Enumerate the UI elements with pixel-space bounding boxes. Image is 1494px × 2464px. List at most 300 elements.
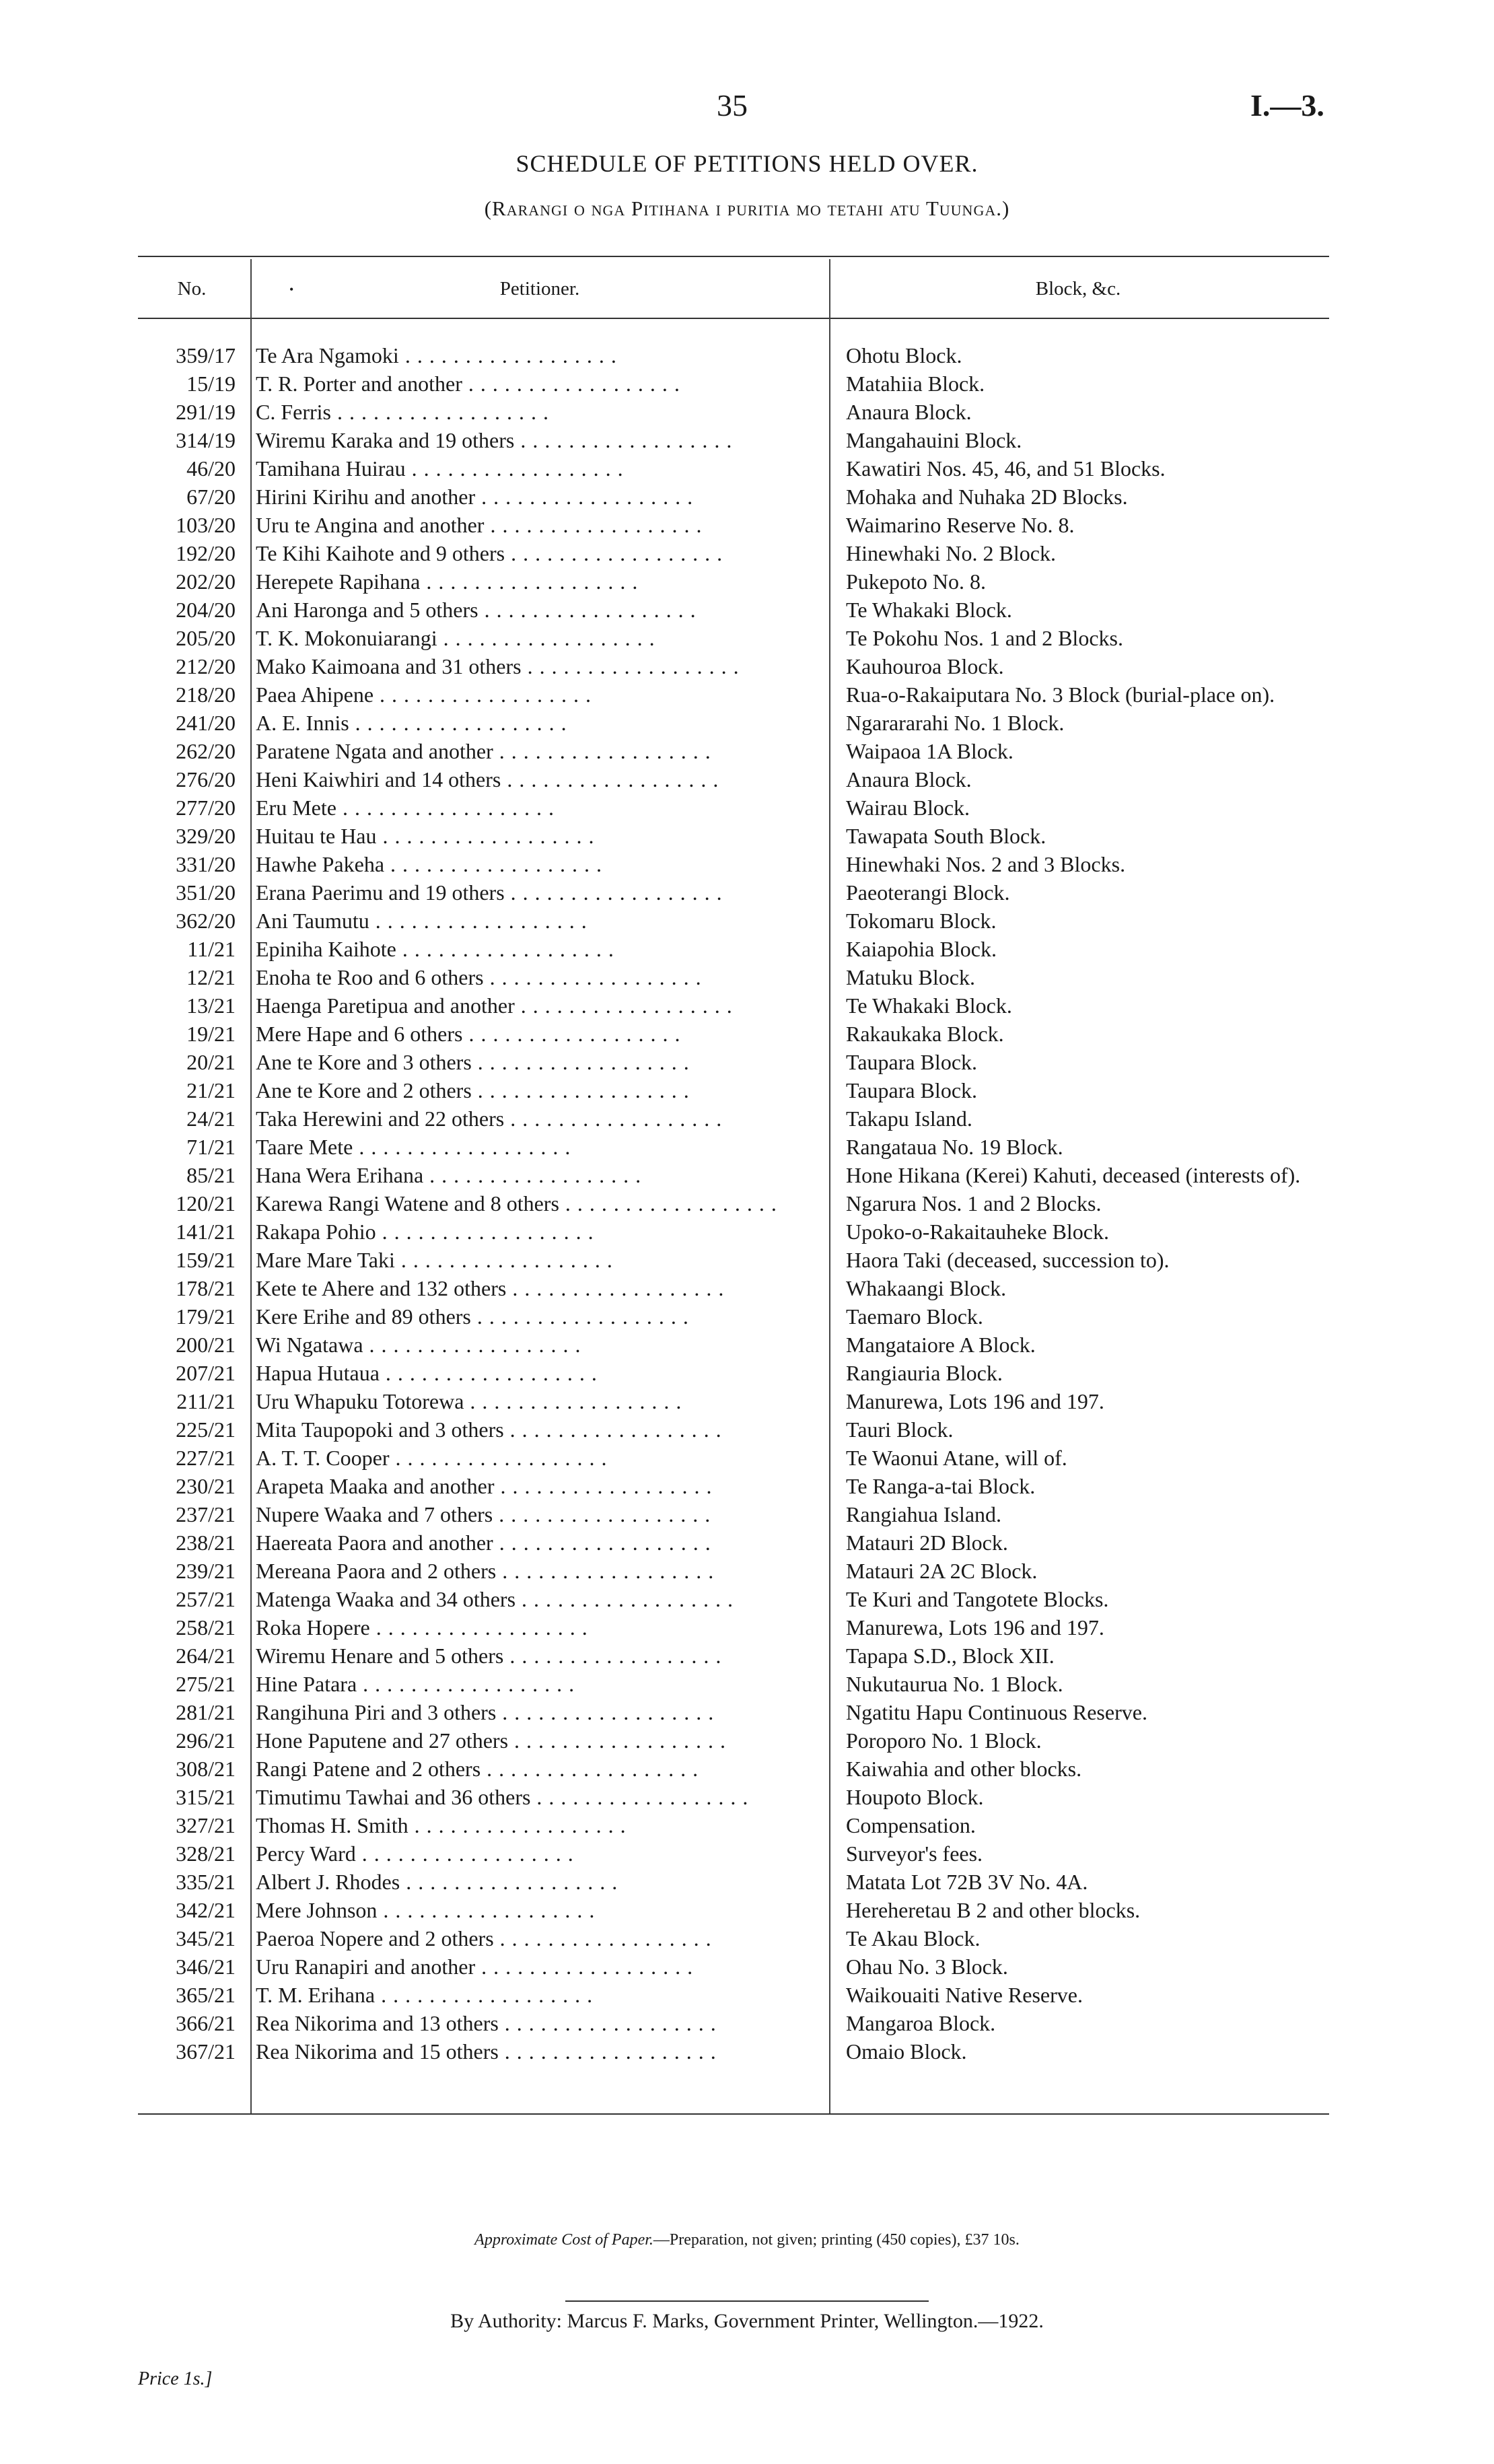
block-cell: Mangataiore A Block. bbox=[846, 1333, 1036, 1357]
dot-leaders: . . . . . . . . . . . . . . . . . . bbox=[514, 428, 733, 452]
block-cell: Matauri 2A 2C Block. bbox=[846, 1559, 1038, 1583]
petitioner-cell bbox=[256, 1755, 935, 1783]
petitioner-name: Ani Haronga and 5 others bbox=[256, 598, 478, 622]
block-cell: Kauhouroa Block. bbox=[846, 654, 1004, 678]
petitioner-cell bbox=[256, 1359, 935, 1387]
table-row bbox=[138, 596, 1329, 624]
column-header-block: Block, &c. bbox=[1035, 277, 1121, 300]
dot-leaders: . . . . . . . . . . . . . . . . . . bbox=[498, 2011, 717, 2035]
dot-leaders: . . . . . . . . . . . . . . . . . . bbox=[355, 1841, 574, 1866]
block-cell: Waipaoa 1A Block. bbox=[846, 739, 1013, 763]
petitioner-name: Herepete Rapihana bbox=[256, 569, 421, 594]
cost-text: —Preparation, not given; printing (450 copies), £37 10s. bbox=[653, 2231, 1020, 2249]
petition-number: 276/20 bbox=[176, 767, 236, 791]
block-cell: Hone Hikana (Kerei) Kahuti, deceased (interests of). bbox=[846, 1163, 1301, 1187]
petitioner-name: Paeroa Nopere and 2 others bbox=[256, 1926, 494, 1950]
petitioner-cell bbox=[256, 1133, 935, 1161]
dot-leaders: . . . . . . . . . . . . . . . . . . bbox=[514, 993, 733, 1018]
dot-leaders: . . . . . . . . . . . . . . . . . . bbox=[494, 1474, 713, 1498]
dot-leaders: . . . . . . . . . . . . . . . . . . bbox=[471, 1078, 690, 1102]
block-cell: Te Whakaki Block. bbox=[846, 993, 1012, 1018]
petitioner-cell bbox=[256, 1613, 935, 1642]
petitioner-name: Percy Ward bbox=[256, 1841, 356, 1866]
table-row bbox=[138, 1359, 1329, 1387]
page-number: 35 bbox=[717, 88, 748, 122]
petitioner-cell bbox=[256, 907, 935, 935]
petitioner-name: Hirini Kirihu and another bbox=[256, 485, 476, 509]
block-cell: Pukepoto No. 8. bbox=[846, 569, 986, 594]
dot-leaders: . . . . . . . . . . . . . . . . . . bbox=[369, 1615, 588, 1640]
petitioner-cell bbox=[256, 1726, 935, 1755]
petitioner-name: Te Kihi Kaihote and 9 others bbox=[256, 541, 505, 565]
dot-leaders: . . . . . . . . . . . . . . . . . . bbox=[462, 1022, 681, 1046]
petition-number: 85/21 bbox=[186, 1163, 236, 1187]
petition-number: 365/21 bbox=[176, 1983, 236, 2007]
petitioner-name: Matenga Waaka and 34 others bbox=[256, 1587, 516, 1611]
petition-number: 11/21 bbox=[187, 937, 236, 961]
petitioner-cell bbox=[256, 794, 935, 822]
table-row bbox=[138, 1726, 1329, 1755]
petition-number: 179/21 bbox=[176, 1304, 236, 1329]
block-cell: Taupara Block. bbox=[846, 1050, 978, 1074]
petition-number: 20/21 bbox=[186, 1050, 236, 1074]
dot-leaders: . . . . . . . . . . . . . . . . . . bbox=[349, 711, 567, 735]
petitioner-cell bbox=[256, 963, 935, 991]
block-cell: Kawatiri Nos. 45, 46, and 51 Blocks. bbox=[846, 456, 1166, 481]
petitioner-cell bbox=[256, 1981, 935, 2009]
dot-leaders: . . . . . . . . . . . . . . . . . . bbox=[369, 909, 588, 933]
petitioner-cell bbox=[256, 991, 935, 1020]
petitioner-name: Tamihana Huirau bbox=[256, 456, 406, 481]
petitioner-cell bbox=[256, 1642, 935, 1670]
petition-number: 103/20 bbox=[176, 513, 236, 537]
petitioner-name: Haenga Paretipua and another bbox=[256, 993, 515, 1018]
petitioner-cell bbox=[256, 398, 935, 426]
dot-leaders: . . . . . . . . . . . . . . . . . . bbox=[384, 852, 603, 876]
block-cell: Rangiauria Block. bbox=[846, 1361, 1003, 1385]
block-cell: Te Akau Block. bbox=[846, 1926, 981, 1950]
petition-number: 314/19 bbox=[176, 428, 236, 452]
dot-leaders: . . . . . . . . . . . . . . . . . . bbox=[353, 1135, 571, 1159]
petitioner-name: Huitau te Hau bbox=[256, 824, 377, 848]
petition-number: 331/20 bbox=[176, 852, 236, 876]
table-row bbox=[138, 483, 1329, 511]
dot-leaders: . . . . . . . . . . . . . . . . . . bbox=[464, 1389, 682, 1413]
petition-number: 351/20 bbox=[176, 880, 236, 905]
petitioner-cell bbox=[256, 737, 935, 765]
table-row bbox=[138, 1613, 1329, 1642]
petitioner-name: Rea Nikorima and 15 others bbox=[256, 2039, 499, 2064]
block-cell: Matuku Block. bbox=[846, 965, 975, 989]
table-row bbox=[138, 454, 1329, 483]
table-row bbox=[138, 935, 1329, 963]
petitioner-name: Taka Herewini and 22 others bbox=[256, 1106, 505, 1131]
petitioner-cell bbox=[256, 1302, 935, 1331]
dot-leaders: . . . . . . . . . . . . . . . . . . bbox=[503, 1417, 722, 1442]
table-row bbox=[138, 1839, 1329, 1868]
petitioner-cell bbox=[256, 2009, 935, 2037]
block-cell: Poroporo No. 1 Block. bbox=[846, 1728, 1042, 1753]
petitioner-cell bbox=[256, 765, 935, 794]
dot-leaders: . . . . . . . . . . . . . . . . . . bbox=[331, 400, 549, 424]
table-row bbox=[138, 794, 1329, 822]
petition-number: 192/20 bbox=[176, 541, 236, 565]
petitioner-name: Mereana Paora and 2 others bbox=[256, 1559, 497, 1583]
petitioner-name: Hawhe Pakeha bbox=[256, 852, 385, 876]
petitioner-name: Karewa Rangi Watene and 8 others bbox=[256, 1191, 559, 1216]
block-cell: Nukutaurua No. 1 Block. bbox=[846, 1672, 1063, 1696]
block-cell: Houpoto Block. bbox=[846, 1785, 984, 1809]
table-row bbox=[138, 1670, 1329, 1698]
block-cell: Ngarararahi No. 1 Block. bbox=[846, 711, 1065, 735]
block-cell: Te Ranga-a-tai Block. bbox=[846, 1474, 1036, 1498]
petitioner-cell bbox=[256, 850, 935, 878]
petition-number: 367/21 bbox=[176, 2039, 236, 2064]
petition-number: 71/21 bbox=[186, 1135, 236, 1159]
petition-number: 264/21 bbox=[176, 1644, 236, 1668]
dot-leaders: . . . . . . . . . . . . . . . . . . bbox=[423, 1163, 642, 1187]
dot-leaders: . . . . . . . . . . . . . . . . . . bbox=[377, 1898, 596, 1922]
table-row bbox=[138, 991, 1329, 1020]
petitioner-cell bbox=[256, 511, 935, 539]
table-row bbox=[138, 1896, 1329, 1924]
table-row bbox=[138, 1302, 1329, 1331]
block-cell: Anaura Block. bbox=[846, 767, 972, 791]
authority-line: By Authority: Marcus F. Marks, Government Printer, Wellington.—1922. bbox=[450, 2310, 1044, 2332]
petition-number: 258/21 bbox=[176, 1615, 236, 1640]
petitioner-name: Arapeta Maaka and another bbox=[256, 1474, 495, 1498]
table-row bbox=[138, 1642, 1329, 1670]
dot-leaders: . . . . . . . . . . . . . . . . . . bbox=[363, 1333, 581, 1357]
table-row bbox=[138, 878, 1329, 907]
petitioner-name: A. T. T. Cooper bbox=[256, 1446, 390, 1470]
petition-number: 342/21 bbox=[176, 1898, 236, 1922]
table-header-rule bbox=[138, 318, 1329, 319]
petitioner-cell bbox=[256, 822, 935, 850]
petitioner-cell bbox=[256, 1444, 935, 1472]
table-row bbox=[138, 1020, 1329, 1048]
block-cell: Wairau Block. bbox=[846, 796, 970, 820]
table-row bbox=[138, 398, 1329, 426]
petitioner-name: Nupere Waaka and 7 others bbox=[256, 1502, 493, 1526]
table-row bbox=[138, 907, 1329, 935]
petition-number: 291/19 bbox=[176, 400, 236, 424]
petitioner-name: Hine Patara bbox=[256, 1672, 357, 1696]
petitions-table bbox=[138, 341, 1329, 2066]
dot-leaders: . . . . . . . . . . . . . . . . . . bbox=[470, 1304, 689, 1329]
block-cell: Te Pokohu Nos. 1 and 2 Blocks. bbox=[846, 626, 1123, 650]
dot-leaders: . . . . . . . . . . . . . . . . . . bbox=[559, 1191, 777, 1216]
cost-note bbox=[0, 2231, 1494, 2249]
dot-leaders: . . . . . . . . . . . . . . . . . . bbox=[508, 1728, 727, 1753]
petitioner-name: Eru Mete bbox=[256, 796, 336, 820]
petition-number: 205/20 bbox=[176, 626, 236, 650]
petition-number: 346/21 bbox=[176, 1955, 236, 1979]
block-cell: Rakaukaka Block. bbox=[846, 1022, 1004, 1046]
petition-number: 225/21 bbox=[176, 1417, 236, 1442]
table-row bbox=[138, 1557, 1329, 1585]
table-row bbox=[138, 652, 1329, 680]
petitioner-cell bbox=[256, 539, 935, 567]
block-cell: Matauri 2D Block. bbox=[846, 1530, 1008, 1555]
table-row bbox=[138, 511, 1329, 539]
petitioner-cell bbox=[256, 1020, 935, 1048]
petition-number: 24/21 bbox=[186, 1106, 236, 1131]
petitioner-cell bbox=[256, 1161, 935, 1189]
column-header-petitioner: Petitioner. bbox=[499, 277, 580, 300]
dot-leaders: . . . . . . . . . . . . . . . . . . bbox=[405, 456, 624, 481]
petitioner-name: Thomas H. Smith bbox=[256, 1813, 408, 1837]
petition-number: 239/21 bbox=[176, 1559, 236, 1583]
petitioner-name: Kere Erihe and 89 others bbox=[256, 1304, 471, 1329]
dot-leaders: . . . . . . . . . . . . . . . . . . bbox=[515, 1587, 734, 1611]
block-cell: Manurewa, Lots 196 and 197. bbox=[846, 1615, 1104, 1640]
table-row bbox=[138, 1274, 1329, 1302]
petitioner-name: Wi Ngatawa bbox=[256, 1333, 363, 1357]
table-row bbox=[138, 765, 1329, 794]
page-title: SCHEDULE OF PETITIONS HELD OVER. bbox=[515, 150, 979, 177]
dot-leaders: . . . . . . . . . . . . . . . . . . bbox=[475, 1955, 694, 1979]
petitioner-cell bbox=[256, 1811, 935, 1839]
petition-number: 211/21 bbox=[176, 1389, 236, 1413]
petition-number: 296/21 bbox=[176, 1728, 236, 1753]
block-cell: Tawapata South Block. bbox=[846, 824, 1046, 848]
dot-leaders: . . . . . . . . . . . . . . . . . . bbox=[379, 1361, 598, 1385]
dot-leaders: . . . . . . . . . . . . . . . . . . bbox=[501, 767, 719, 791]
petitioner-cell bbox=[256, 1868, 935, 1896]
petition-number: 262/20 bbox=[176, 739, 236, 763]
block-cell: Hereheretau B 2 and other blocks. bbox=[846, 1898, 1141, 1922]
petition-number: 345/21 bbox=[176, 1926, 236, 1950]
dot-leaders: . . . . . . . . . . . . . . . . . . bbox=[478, 598, 697, 622]
block-cell: Manurewa, Lots 196 and 197. bbox=[846, 1389, 1104, 1413]
block-cell: Surveyor's fees. bbox=[846, 1841, 983, 1866]
petitioner-name: Rangihuna Piri and 3 others bbox=[256, 1700, 497, 1724]
petitioner-cell bbox=[256, 454, 935, 483]
petitioner-cell bbox=[256, 596, 935, 624]
dot-leaders: . . . . . . . . . . . . . . . . . . bbox=[496, 1700, 715, 1724]
petition-number: 335/21 bbox=[176, 1870, 236, 1894]
dot-leaders: . . . . . . . . . . . . . . . . . . bbox=[483, 965, 702, 989]
block-cell: Te Kuri and Tangotete Blocks. bbox=[846, 1587, 1109, 1611]
block-cell: Waimarino Reserve No. 8. bbox=[846, 513, 1075, 537]
table-row bbox=[138, 1104, 1329, 1133]
petition-number: 362/20 bbox=[176, 909, 236, 933]
dot-leaders: . . . . . . . . . . . . . . . . . . bbox=[375, 1983, 594, 2007]
petitioner-name: Haereata Paora and another bbox=[256, 1530, 493, 1555]
dot-leaders: . . . . . . . . . . . . . . . . . . bbox=[493, 1530, 711, 1555]
petitioner-name: Ane te Kore and 2 others bbox=[256, 1078, 472, 1102]
petitioner-name: Taare Mete bbox=[256, 1135, 353, 1159]
petitioner-name: C. Ferris bbox=[256, 400, 331, 424]
table-row bbox=[138, 1868, 1329, 1896]
dot-leaders: . . . . . . . . . . . . . . . . . . bbox=[503, 1644, 722, 1668]
petition-number: 237/21 bbox=[176, 1502, 236, 1526]
petition-number: 275/21 bbox=[176, 1672, 236, 1696]
petition-number: 178/21 bbox=[176, 1276, 236, 1300]
petition-number: 230/21 bbox=[176, 1474, 236, 1498]
petition-number: 241/20 bbox=[176, 711, 236, 735]
block-cell: Te Waonui Atane, will of. bbox=[846, 1446, 1067, 1470]
table-row bbox=[138, 567, 1329, 596]
petitioner-name: Wiremu Henare and 5 others bbox=[256, 1644, 504, 1668]
petitioner-name: Roka Hopere bbox=[256, 1615, 370, 1640]
block-cell: Ngatitu Hapu Continuous Reserve. bbox=[846, 1700, 1147, 1724]
block-cell: Anaura Block. bbox=[846, 400, 972, 424]
petitioner-cell bbox=[256, 1500, 935, 1528]
petitioner-name: Paratene Ngata and another bbox=[256, 739, 493, 763]
petitioner-name: Paea Ahipene bbox=[256, 682, 374, 707]
petitioner-name: Heni Kaiwhiri and 14 others bbox=[256, 767, 501, 791]
petition-number: 207/21 bbox=[176, 1361, 236, 1385]
petition-number: 329/20 bbox=[176, 824, 236, 848]
block-cell: Matata Lot 72B 3V No. 4A. bbox=[846, 1870, 1088, 1894]
table-row bbox=[138, 1811, 1329, 1839]
dot-leaders: . . . . . . . . . . . . . . . . . . bbox=[357, 1672, 575, 1696]
petitioner-name: A. E. Innis bbox=[256, 711, 349, 735]
dot-leaders: . . . . . . . . . . . . . . . . . . bbox=[376, 824, 595, 848]
table-row bbox=[138, 1444, 1329, 1472]
petition-number: 327/21 bbox=[176, 1813, 236, 1837]
petition-number: 15/19 bbox=[186, 372, 236, 396]
block-cell: Hinewhaki No. 2 Block. bbox=[846, 541, 1056, 565]
table-row bbox=[138, 1246, 1329, 1274]
petitioner-name: Rea Nikorima and 13 others bbox=[256, 2011, 499, 2035]
table-row bbox=[138, 1783, 1329, 1811]
petitioner-cell bbox=[256, 1048, 935, 1076]
table-row bbox=[138, 2037, 1329, 2066]
petition-number: 359/17 bbox=[176, 343, 236, 367]
table-row bbox=[138, 1331, 1329, 1359]
petition-number: 315/21 bbox=[176, 1785, 236, 1809]
petition-number: 159/21 bbox=[176, 1248, 236, 1272]
petition-number: 328/21 bbox=[176, 1841, 236, 1866]
petition-number: 227/21 bbox=[176, 1446, 236, 1470]
petitioner-name: Hapua Hutaua bbox=[256, 1361, 380, 1385]
table-row bbox=[138, 624, 1329, 652]
table-row bbox=[138, 341, 1329, 369]
petition-number: 204/20 bbox=[176, 598, 236, 622]
block-cell: Hinewhaki Nos. 2 and 3 Blocks. bbox=[846, 852, 1126, 876]
dot-leaders: . . . . . . . . . . . . . . . . . . bbox=[498, 2039, 717, 2064]
block-cell: Kaiwahia and other blocks. bbox=[846, 1757, 1082, 1781]
block-cell: Compensation. bbox=[846, 1813, 976, 1837]
authority-rule bbox=[565, 2300, 929, 2302]
block-cell: Rangiahua Island. bbox=[846, 1502, 1002, 1526]
petitioner-cell bbox=[256, 2037, 935, 2066]
table-row bbox=[138, 1218, 1329, 1246]
block-cell: Upoko-o-Rakaitauheke Block. bbox=[846, 1220, 1109, 1244]
petitioner-name: Albert J. Rhodes bbox=[256, 1870, 400, 1894]
dot-leaders: . . . . . . . . . . . . . . . . . . bbox=[521, 654, 740, 678]
block-cell: Tauri Block. bbox=[846, 1417, 954, 1442]
table-row bbox=[138, 1500, 1329, 1528]
dot-leaders: . . . . . . . . . . . . . . . . . . bbox=[493, 1502, 711, 1526]
petitioner-cell bbox=[256, 426, 935, 454]
petitioner-cell bbox=[256, 1076, 935, 1104]
page-subtitle: (Rarangi o nga Pitihana i puritia mo tetahi atu Tuunga.) bbox=[484, 197, 1010, 220]
petitioner-cell bbox=[256, 1274, 935, 1302]
petition-number: 257/21 bbox=[176, 1587, 236, 1611]
petition-number: 141/21 bbox=[176, 1220, 236, 1244]
petitioner-name: Uru Ranapiri and another bbox=[256, 1955, 476, 1979]
petitioner-cell bbox=[256, 1218, 935, 1246]
petition-number: 277/20 bbox=[176, 796, 236, 820]
block-cell: Tokomaru Block. bbox=[846, 909, 997, 933]
dot-leaders: . . . . . . . . . . . . . . . . . . bbox=[493, 739, 711, 763]
petitioner-name: Ani Taumutu bbox=[256, 909, 369, 933]
petitioner-cell bbox=[256, 1104, 935, 1133]
table-row bbox=[138, 1161, 1329, 1189]
header-mark: • bbox=[289, 283, 294, 296]
petitioner-name: T. R. Porter and another bbox=[256, 372, 462, 396]
petitioner-cell bbox=[256, 1246, 935, 1274]
petition-number: 12/21 bbox=[186, 965, 236, 989]
dot-leaders: . . . . . . . . . . . . . . . . . . bbox=[530, 1785, 749, 1809]
petition-number: 218/20 bbox=[176, 682, 236, 707]
block-cell: Ohotu Block. bbox=[846, 343, 962, 367]
petitioner-cell bbox=[256, 1896, 935, 1924]
petitioner-cell bbox=[256, 680, 935, 709]
table-row bbox=[138, 1387, 1329, 1415]
block-cell: Ngarura Nos. 1 and 2 Blocks. bbox=[846, 1191, 1102, 1216]
block-cell: Mangaroa Block. bbox=[846, 2011, 996, 2035]
petitioner-name: Kete te Ahere and 132 others bbox=[256, 1276, 507, 1300]
block-cell: Whakaangi Block. bbox=[846, 1276, 1007, 1300]
dot-leaders: . . . . . . . . . . . . . . . . . . bbox=[504, 880, 723, 905]
petitioner-cell bbox=[256, 1528, 935, 1557]
petitioner-name: Erana Paerimu and 19 others bbox=[256, 880, 505, 905]
petitioner-name: Wiremu Karaka and 19 others bbox=[256, 428, 515, 452]
dot-leaders: . . . . . . . . . . . . . . . . . . bbox=[484, 513, 703, 537]
table-row bbox=[138, 1924, 1329, 1952]
dot-leaders: . . . . . . . . . . . . . . . . . . bbox=[493, 1926, 712, 1950]
dot-leaders: . . . . . . . . . . . . . . . . . . bbox=[336, 796, 555, 820]
petition-number: 308/21 bbox=[176, 1757, 236, 1781]
dot-leaders: . . . . . . . . . . . . . . . . . . bbox=[408, 1813, 627, 1837]
petitioner-name: Hana Wera Erihana bbox=[256, 1163, 424, 1187]
dot-leaders: . . . . . . . . . . . . . . . . . . bbox=[496, 1559, 715, 1583]
petitioner-cell bbox=[256, 1924, 935, 1952]
table-row bbox=[138, 1981, 1329, 2009]
column-header-no: No. bbox=[177, 277, 207, 300]
table-row bbox=[138, 709, 1329, 737]
table-top-rule bbox=[138, 256, 1329, 257]
petitioner-cell bbox=[256, 1331, 935, 1359]
petitioner-cell bbox=[256, 1698, 935, 1726]
dot-leaders: . . . . . . . . . . . . . . . . . . bbox=[437, 626, 655, 650]
petition-number: 212/20 bbox=[176, 654, 236, 678]
dot-leaders: . . . . . . . . . . . . . . . . . . bbox=[396, 937, 614, 961]
petitioner-cell bbox=[256, 1670, 935, 1698]
petitioner-cell bbox=[256, 483, 935, 511]
petitioner-name: Uru Whapuku Totorewa bbox=[256, 1389, 464, 1413]
petition-number: 202/20 bbox=[176, 569, 236, 594]
block-cell: Paeoterangi Block. bbox=[846, 880, 1010, 905]
petition-number: 281/21 bbox=[176, 1700, 236, 1724]
dot-leaders: . . . . . . . . . . . . . . . . . . bbox=[398, 343, 617, 367]
petitioner-name: T. K. Mokonuiarangi bbox=[256, 626, 437, 650]
dot-leaders: . . . . . . . . . . . . . . . . . . bbox=[374, 682, 592, 707]
petitioner-name: Mako Kaimoana and 31 others bbox=[256, 654, 522, 678]
table-row bbox=[138, 369, 1329, 398]
petitioner-cell bbox=[256, 1557, 935, 1585]
table-row bbox=[138, 1076, 1329, 1104]
table-bottom-rule bbox=[138, 2113, 1329, 2115]
petitioner-cell bbox=[256, 341, 935, 369]
block-cell: Matahiia Block. bbox=[846, 372, 985, 396]
petitioner-name: Epiniha Kaihote bbox=[256, 937, 396, 961]
